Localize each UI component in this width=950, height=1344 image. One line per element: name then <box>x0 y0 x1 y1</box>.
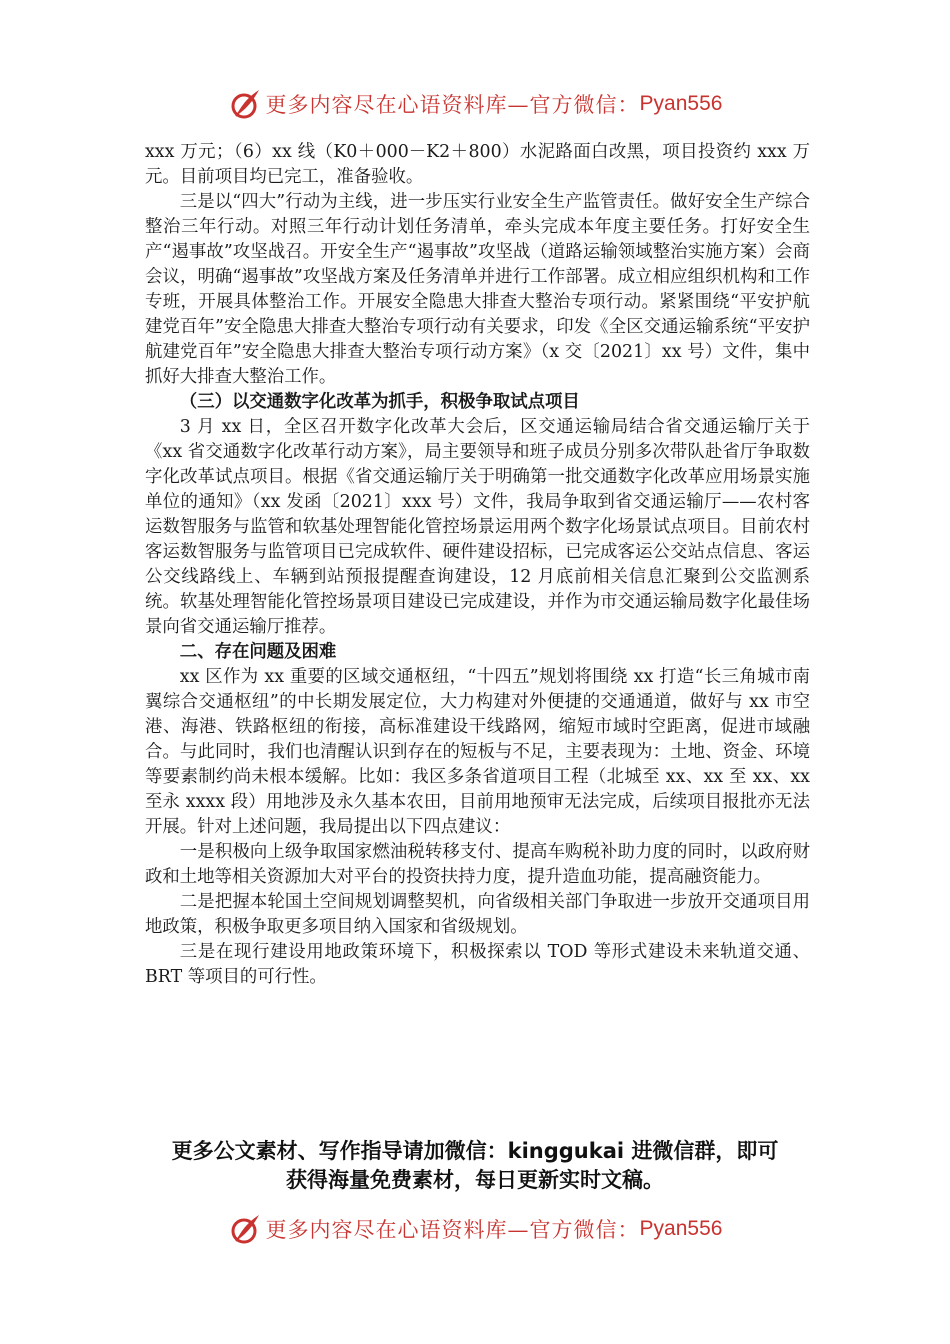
banner-text: 更多内容尽在心语资料库—官方微信： <box>265 1218 640 1242</box>
paragraph-problems: xx 区作为 xx 重要的区域交通枢纽，“十四五”规划将围绕 xx 打造“长三角城市南翼综合交通枢纽”的中长期发展定位，大力构建对外便捷的交通通道，做好与 xx 市空港、海港、铁路枢纽的衔接，高标准建设干线路网，缩短市域时空距离，促进市域融合。与此同时，我们也清醒认识到存在的短板与不足，主要表现为：土地、资金、环境等要素制约尚未根本缓解。比如：我区多条省道项目工程（北城至 xx、xx 至 xx、xx 至永 xxxx 段）用地涉及永久基本农田，目前用地预审无法完成，后续项目报批亦无法开展。针对上述问题，我局提出以下四点建议： <box>145 667 810 837</box>
section-heading-digital: （三）以交通数字化改革为抓手，积极争取试点项目 <box>179 392 580 412</box>
banner-wechat-id: Pyan556 <box>639 92 723 115</box>
paragraph-digital: 3 月 xx 日，全区召开数字化改革大会后，区交通运输局结合省交通运输厅关于《xx 省交通数字化改革行动方案》，局主要领导和班子成员分别多次带队赴省厅争取数字化改革试点项目。根据《省交通运输厅关于明确第一批交通数字化改革应用场景实施单位的通知》（xx 发函〔2021〕xxx 号）文件，我局争取到省交通运输厅——农村客运数智服务与监管和软基处理智能化管控场景运用两个数字化场景试点项目。目前农村客运数智服务与监管项目已完成软件、硬件建设招标，已完成客运公交站点信息、客运公交线路线上、车辆到站预报提醒查询建设，12 月底前相关信息汇聚到公交监测系统。软基处理智能化管控场景项目建设已完成建设，并作为市交通运输局数字化最佳场景向省交通运输厅推荐。 <box>145 417 810 637</box>
header-banner <box>0 86 950 122</box>
document-body <box>145 140 810 990</box>
banner-wechat-id: Pyan556 <box>639 1217 723 1240</box>
promo-note <box>100 1137 850 1195</box>
paragraph-safety: 三是以“四大”行动为主线，进一步压实行业安全生产监管责任。做好安全生产综合整治三年行动。对照三年行动计划任务清单，牵头完成本年度主要任务。打好安全生产“遏事故”攻坚战召。开安全生产“遏事故”攻坚战（道路运输领域整治实施方案）会商会议，明确“遏事故”攻坚战方案及任务清单并进行工作部署。成立相应组织机构和工作专班，开展具体整治工作。开展安全隐患大排查大整治专项行动。紧紧围绕“平安护航建党百年”安全隐患大排查大整治专项行动有关要求，印发《全区交通运输系统“平安护航建党百年”安全隐患大排查大整治专项行动方案》（x 交〔2021〕xx 号）文件，集中抓好大排查大整治工作。 <box>145 192 810 387</box>
promo-line-1: 更多公文素材、写作指导请加微信：kinggukai 进微信群，即可 <box>171 1139 779 1163</box>
paragraph-continuation: xxx 万元；（6）xx 线（K0＋000－K2＋800）水泥路面白改黑，项目投资约 xxx 万元。目前项目均已完工，准备验收。 <box>145 142 810 187</box>
banner-text: 更多内容尽在心语资料库—官方微信： <box>265 93 640 117</box>
paragraph-suggestion-1: 一是积极向上级争取国家燃油税转移支付、提高车购税补助力度的同时，以政府财政和土地等相关资源加大对平台的投资扶持力度，提升造血功能，提高融资能力。 <box>145 842 810 887</box>
paragraph-suggestion-2: 二是把握本轮国土空间规划调整契机，向省级相关部门争取进一步放开交通项目用地政策，积极争取更多项目纳入国家和省级规划。 <box>145 892 810 937</box>
paragraph-suggestion-3: 三是在现行建设用地政策环境下，积极探索以 TOD 等形式建设未来轨道交通、BRT 等项目的可行性。 <box>145 942 810 987</box>
footer-banner <box>0 1211 950 1247</box>
promo-line-2: 获得海量免费素材，每日更新实时文稿。 <box>286 1168 664 1192</box>
quill-logo-icon <box>228 1212 262 1246</box>
quill-logo-icon <box>228 87 262 121</box>
section-heading-problems: 二、存在问题及困难 <box>179 642 337 662</box>
